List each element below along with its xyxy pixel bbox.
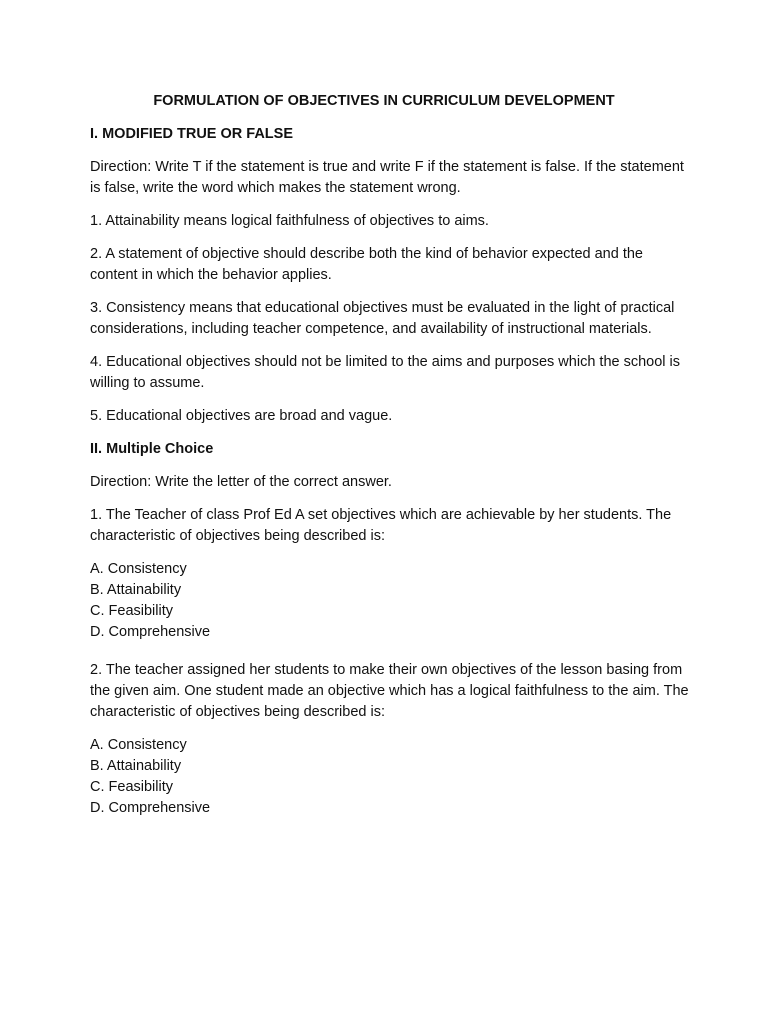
answer-option: C. Feasibility xyxy=(90,779,173,795)
answer-option: A. Consistency xyxy=(90,561,187,577)
answer-option: D. Comprehensive xyxy=(90,800,211,816)
answer-option: C. Feasibility xyxy=(90,603,173,619)
answer-option: A. Consistency xyxy=(90,737,187,753)
true-false-item: 3. Consistency means that educational objectives must be evaluated in the light of practical considerations, including teacher competence, and availability of instructional materials. xyxy=(90,300,675,337)
document-title: FORMULATION OF OBJECTIVES IN CURRICULUM DEVELOPMENT xyxy=(153,93,615,109)
document-page xyxy=(90,91,690,831)
answer-option: B. Attainability xyxy=(90,582,182,598)
answer-options xyxy=(90,559,690,643)
true-false-direction: Direction: Write T if the statement is true and write F if the statement is false. If the statement is false, write the word which makes the statement wrong. xyxy=(90,159,684,196)
section-heading-multiple-choice: II. Multiple Choice xyxy=(90,441,214,457)
answer-option: D. Comprehensive xyxy=(90,624,211,640)
question-text: 1. The Teacher of class Prof Ed A set objectives which are achievable by her students. The characteristic of objectives being described is: xyxy=(90,507,672,544)
section-heading-true-false: I. MODIFIED TRUE OR FALSE xyxy=(90,126,294,142)
multiple-choice-direction: Direction: Write the letter of the correct answer. xyxy=(90,474,392,490)
true-false-item: 4. Educational objectives should not be limited to the aims and purposes which the school is willing to assume. xyxy=(90,354,681,391)
true-false-item: 5. Educational objectives are broad and vague. xyxy=(90,408,393,424)
true-false-item: 1. Attainability means logical faithfulness of objectives to aims. xyxy=(90,213,489,229)
answer-options xyxy=(90,735,690,819)
question-text: 2. The teacher assigned her students to make their own objectives of the lesson basing from the given aim. One student made an objective which has a logical faithfulness to the aim. The characteristic of objectives being described is: xyxy=(90,662,689,720)
true-false-item: 2. A statement of objective should describe both the kind of behavior expected and the content in which the behavior applies. xyxy=(90,246,643,283)
answer-option: B. Attainability xyxy=(90,758,182,774)
